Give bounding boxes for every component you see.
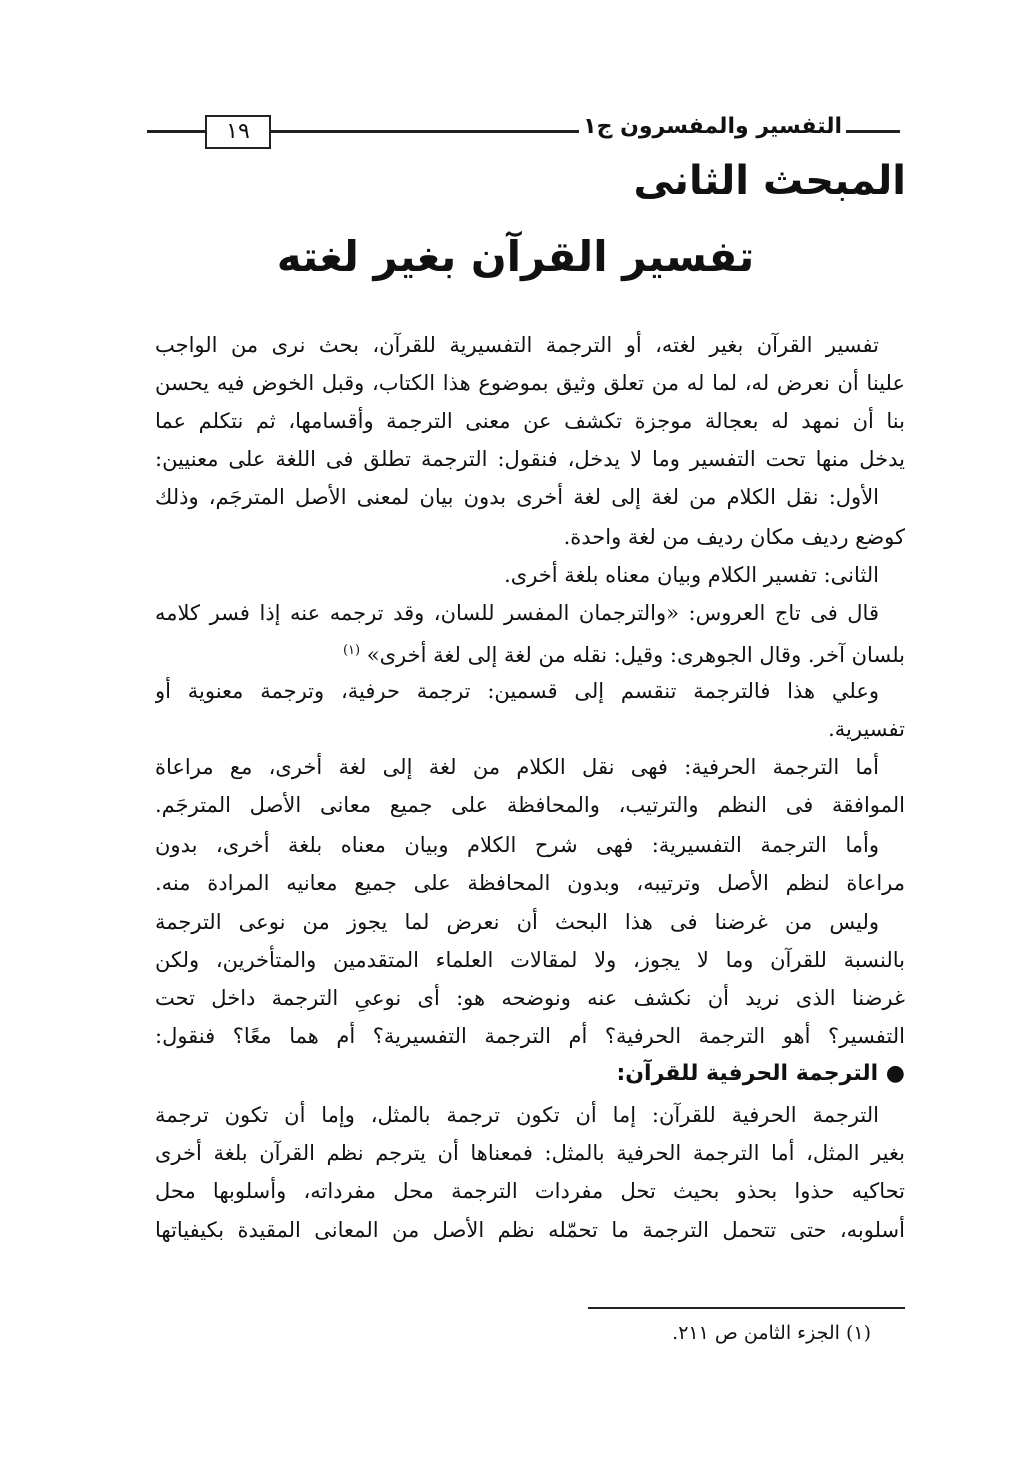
footnote-divider [588,1307,905,1309]
text-line: قال فى تاج العروس: «والترجمان المفسر للسان، وقد ترجمه عنه إذا فسر كلامه [155,601,879,625]
text-line: الأول: نقل الكلام من لغة إلى لغة أخرى بدون بيان لمعنى الأصل المترجَم، وذلك [155,485,879,509]
text-line: وأما الترجمة التفسيرية: فهى شرح الكلام وبيان معناه بلغة أخرى، بدون [155,833,879,857]
text-line: بلسان آخر. وقال الجوهرى: وقيل: نقله من لغة إلى لغة أخرى» $^{(١)}$ [342,643,905,667]
text-line: بنا أن نمهد له بعجالة موجزة تكشف عن معنى الترجمة وأقسامها، ثم نتكلم عما [155,409,905,433]
text-line: تحاكيه حذوا بحذو بحيث تحل مفردات الترجمة محل مفرداته، وأسلوبها محل [155,1179,905,1203]
text-line: الثانى: تفسير الكلام وبيان معناه بلغة أخرى. [504,563,879,587]
running-title: التفسير والمفسرون ج١ [579,114,846,139]
footnote-reference: (١) [342,643,361,658]
text-line: بغير المثل، أما الترجمة الحرفية بالمثل: فمعناها أن يترجم نظم القرآن بلغة أخرى [155,1141,905,1165]
text-line: علينا أن نعرض له، لما له من تعلق وثيق بموضوع هذا الكتاب، وقبل الخوض فيه يحسن [155,371,905,395]
subheading: ● الترجمة الحرفية للقرآن: [616,1061,905,1086]
text-line: تفسيرية. [828,717,905,741]
text-line: يدخل منها تحت التفسير وما لا يدخل، فنقول: الترجمة تطلق فى اللغة على معنيين: [155,447,905,471]
text-line: الترجمة الحرفية للقرآن: إما أن تكون ترجمة بالمثل، وإما أن تكون ترجمة [155,1103,879,1127]
page-number: ١٩ [205,115,271,149]
text-line: مراعاة لنظم الأصل وترتيبه، وبدون المحافظة على جميع معانيه المرادة منه. [155,871,905,895]
text-line: وعلي هذا فالترجمة تنقسم إلى قسمين: ترجمة حرفية، وترجمة معنوية أو [155,679,879,703]
text-line: أما الترجمة الحرفية: فهى نقل الكلام من لغة إلى لغة أخرى، مع مراعاة [155,755,879,779]
footnote: (١) الجزء الثامن ص ٢١١. [672,1322,871,1344]
text-line: تفسير القرآن بغير لغته، أو الترجمة التفسيرية للقرآن، بحث نرى من الواجب [155,333,879,357]
text-line: التفسير؟ أهو الترجمة الحرفية؟ أم الترجمة التفسيرية؟ أم هما معًا؟ فنقول: [155,1024,905,1048]
text-line: كوضع رديف مكان رديف من لغة واحدة. [563,525,905,549]
text-line: غرضنا الذى نريد أن نكشف عنه ونوضحه هو: أى نوعىِ الترجمة داخل تحت [155,986,905,1010]
text-line: أسلوبه، حتى تتحمل الترجمة ما تحمّله نظم الأصل من المعانى المقيدة بكيفياتها [155,1218,905,1242]
text-line: الموافقة فى النظم والترتيب، والمحافظة على جميع معانى الأصل المترجَم. [155,793,905,817]
chapter-title: تفسير القرآن بغير لغته [276,232,755,281]
section-title: المبحث الثانى [633,158,906,204]
text-line: بالنسبة للقرآن وما لا يجوز، ولا لمقالات العلماء المتقدمين والمتأخرين، ولكن [155,948,905,972]
text-line: وليس من غرضنا فى هذا البحث أن نعرض لما يجوز من نوعى الترجمة [155,910,879,934]
